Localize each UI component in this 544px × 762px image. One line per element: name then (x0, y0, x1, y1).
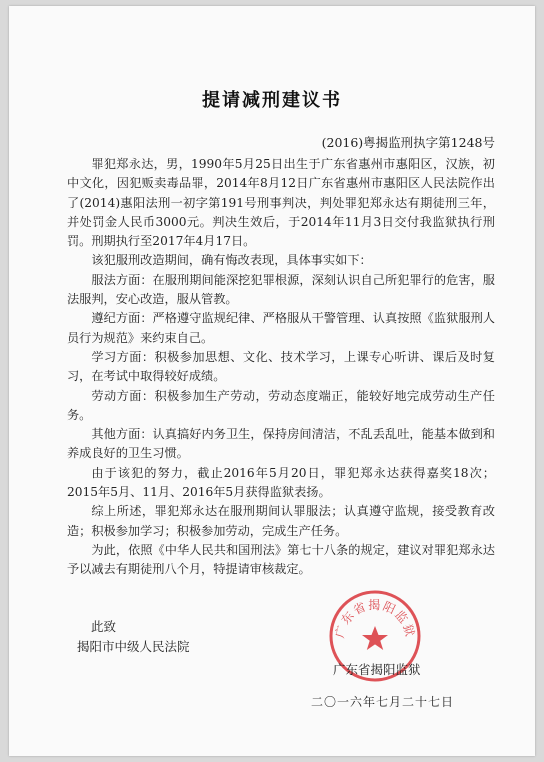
seal-star (362, 626, 388, 650)
paragraph: 罪犯郑永达，男，1990年5月25日出生于广东省惠州市惠阳区，汉族，初中文化，因犯贩卖毒品罪，2014年8月12日广东省惠州市惠阳区人民法院作出了(2014)惠阳法刑一初字第191号刑事判决，判处罪犯郑永达有期徒刑三年，并处罚金人民币3000元。判决生效后，于2014年11月3日交付我监狱执行刑罚。刑期执行至2017年4月17日。 (67, 157, 495, 249)
paragraph: 为此，依照《中华人民共和国刑法》第七十八条的规定，建议对罪犯郑永达予以减去有期徒刑八个月，特提请审核裁定。 (67, 542, 495, 577)
paragraph: 由于该犯的努力，截止2016年5月20日，罪犯郑永达获得嘉奖18次；2015年5月、11月、2016年5月获得监狱表扬。 (67, 465, 495, 500)
closing-salutation: 此致 (91, 619, 117, 634)
document-number: (2016)粤揭监刑执字第1248号 (321, 135, 495, 150)
seal-text: 广东省揭阳监狱 (332, 598, 418, 640)
paragraph: 该犯服刑改造期间，确有悔改表现，具体事实如下： (91, 253, 372, 268)
document-page (9, 6, 535, 756)
signatory: 广东省揭阳监狱 (333, 662, 421, 677)
paragraph: 劳动方面：积极参加生产劳动，劳动态度端正，能较好地完成劳动生产任务。 (67, 388, 495, 422)
recipient: 揭阳市中级人民法院 (77, 639, 190, 654)
document-date: 二〇一六年七月二十七日 (311, 695, 455, 709)
paragraph: 其他方面：认真搞好内务卫生，保持房间清洁，不乱丢乱吐，能基本做到和养成良好的卫生习惯。 (67, 427, 495, 461)
paragraph: 综上所述，罪犯郑永达在服刑期间认罪服法；认真遵守监规，接受教育改造；积极参加学习；积极参加劳动，完成生产任务。 (67, 504, 495, 538)
document-title: 提请减刑建议书 (202, 90, 342, 111)
document-body (67, 155, 495, 580)
paragraph: 学习方面：积极参加思想、文化、技术学习，上课专心听讲、课后及时复习，在考试中取得较好成绩。 (67, 349, 495, 384)
paragraph: 服法方面：在服刑期间能深挖犯罪根源，深刻认识自己所犯罪行的危害，服法服判，安心改造，服从管教。 (67, 272, 495, 307)
paragraph: 遵纪方面：严格遵守监规纪律、严格服从干警管理、认真按照《监狱服刑人员行为规范》来约束自己。 (67, 311, 495, 345)
closing-block (67, 617, 190, 657)
